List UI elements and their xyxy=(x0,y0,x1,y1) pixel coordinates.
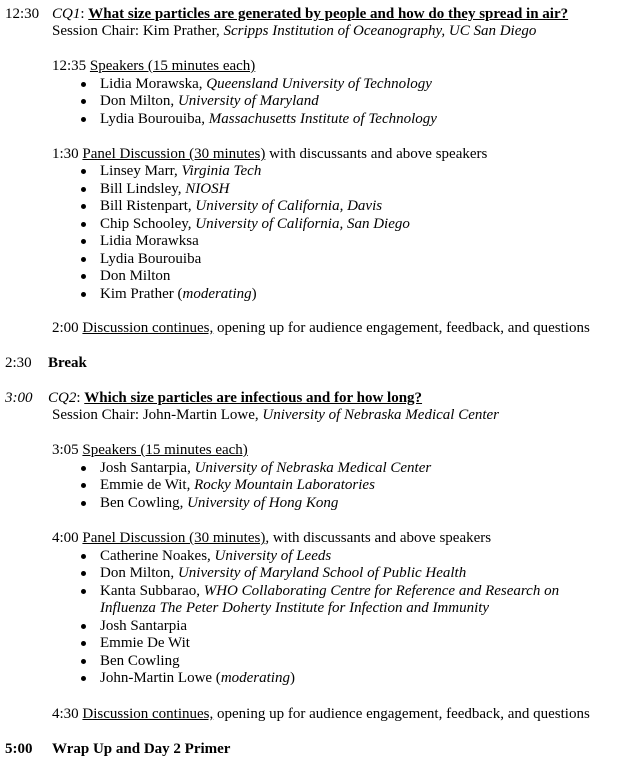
list-item: Ben Cowling, University of Hong Kong xyxy=(100,495,339,511)
cq1-discussion-heading: Discussion continues, xyxy=(82,320,214,336)
list-item: Emmie de Wit, Rocky Mountain Laboratories xyxy=(100,477,375,493)
cq2-discussion-rest: opening up for audience engagement, feedback, and questions xyxy=(213,706,590,722)
wrapup-label: Wrap Up and Day 2 Primer xyxy=(52,741,231,757)
list-item: Catherine Noakes, University of Leeds xyxy=(100,548,332,564)
cq1-speakers-time: 12:35 xyxy=(52,58,87,74)
list-item: Josh Santarpia, University of Nebraska Medical Center xyxy=(100,460,432,476)
cq1-colon: : xyxy=(80,6,85,22)
cq1-panel-time: 1:30 xyxy=(52,146,79,162)
break-label: Break xyxy=(48,355,87,371)
wrapup-time: 5:00 xyxy=(5,741,33,757)
bullet-icon xyxy=(81,99,86,104)
bullet-icon xyxy=(81,257,86,262)
cq2-panel-rest: , with discussants and above speakers xyxy=(265,530,492,546)
bullet-icon xyxy=(81,501,86,506)
list-item: Don Milton, University of Maryland School of Public Health xyxy=(100,565,467,581)
cq2-discussion-heading: Discussion continues, xyxy=(82,706,214,722)
bullet-icon xyxy=(81,222,86,227)
list-item: Lidia Morawksa xyxy=(100,233,199,249)
list-item: Chip Schooley, University of California, San Diego xyxy=(100,216,410,232)
bullet-icon xyxy=(81,466,86,471)
cq2-speakers-heading: Speakers (15 minutes each) xyxy=(82,442,248,458)
list-item: Linsey Marr, Virginia Tech xyxy=(100,163,262,179)
cq1-chair-affil: Scripps Institution of Oceanography, UC San Diego xyxy=(223,23,537,39)
list-item: Don Milton xyxy=(100,268,171,284)
list-item: Kim Prather (moderating) xyxy=(100,286,257,302)
bullet-icon xyxy=(81,624,86,629)
list-item: John-Martin Lowe (moderating) xyxy=(100,670,295,686)
bullet-icon xyxy=(81,292,86,297)
cq2-colon: : xyxy=(76,390,81,406)
cq2-panel-time: 4:00 xyxy=(52,530,79,546)
list-item: Lydia Bourouiba xyxy=(100,251,202,267)
cq1-speakers-heading: Speakers (15 minutes each) xyxy=(89,58,256,74)
break-time: 2:30 xyxy=(5,355,32,371)
bullet-icon xyxy=(81,239,86,244)
bullet-icon xyxy=(81,204,86,209)
cq2-label: CQ2 xyxy=(48,390,77,406)
cq1-chair-prefix: Session Chair: Kim Prather, xyxy=(52,23,224,39)
list-item-continuation: Influenza The Peter Doherty Institute for Infection and Immunity xyxy=(100,600,490,616)
cq2-time: 3:00 xyxy=(5,390,33,406)
cq2-panel-heading: Panel Discussion (30 minutes) xyxy=(82,530,266,546)
cq2-chair-affil: University of Nebraska Medical Center xyxy=(262,407,500,423)
bullet-icon xyxy=(81,676,86,681)
list-item: Don Milton, University of Maryland xyxy=(100,93,319,109)
bullet-icon xyxy=(81,82,86,87)
list-item: Bill Lindsley, NIOSH xyxy=(100,181,230,197)
list-item: Emmie De Wit xyxy=(100,635,190,651)
list-item: Lydia Bourouiba, Massachusetts Institute of Technology xyxy=(100,111,437,127)
cq2-speakers-time: 3:05 xyxy=(52,442,79,458)
cq2-question: Which size particles are infectious and for how long? xyxy=(84,390,423,406)
cq2-discussion-time: 4:30 xyxy=(52,706,79,722)
bullet-icon xyxy=(81,187,86,192)
cq2-chair-prefix: Session Chair: John-Martin Lowe, xyxy=(52,407,263,423)
list-item: Kanta Subbarao, WHO Collaborating Centre for Reference and Research on xyxy=(100,583,560,599)
cq1-label: CQ1 xyxy=(52,6,81,22)
bullet-icon xyxy=(81,571,86,576)
cq1-panel-heading: Panel Discussion (30 minutes) xyxy=(82,146,266,162)
cq1-discussion-rest: opening up for audience engagement, feedback, and questions xyxy=(213,320,590,336)
bullet-icon xyxy=(81,274,86,279)
cq1-question: What size particles are generated by people and how do they spread in air? xyxy=(88,6,569,22)
bullet-icon xyxy=(81,117,86,122)
bullet-icon xyxy=(81,589,86,594)
cq1-panel-rest: with discussants and above speakers xyxy=(265,146,488,162)
bullet-icon xyxy=(81,483,86,488)
cq1-time: 12:30 xyxy=(5,6,40,22)
cq1-discussion-time: 2:00 xyxy=(52,320,79,336)
list-item: Josh Santarpia xyxy=(100,618,188,634)
list-item: Ben Cowling xyxy=(100,653,180,669)
bullet-icon xyxy=(81,659,86,664)
list-item: Lidia Morawska, Queensland University of Technology xyxy=(100,76,432,92)
list-item: Bill Ristenpart, University of California, Davis xyxy=(100,198,383,214)
bullet-icon xyxy=(81,554,86,559)
bullet-icon xyxy=(81,641,86,646)
bullet-icon xyxy=(81,169,86,174)
